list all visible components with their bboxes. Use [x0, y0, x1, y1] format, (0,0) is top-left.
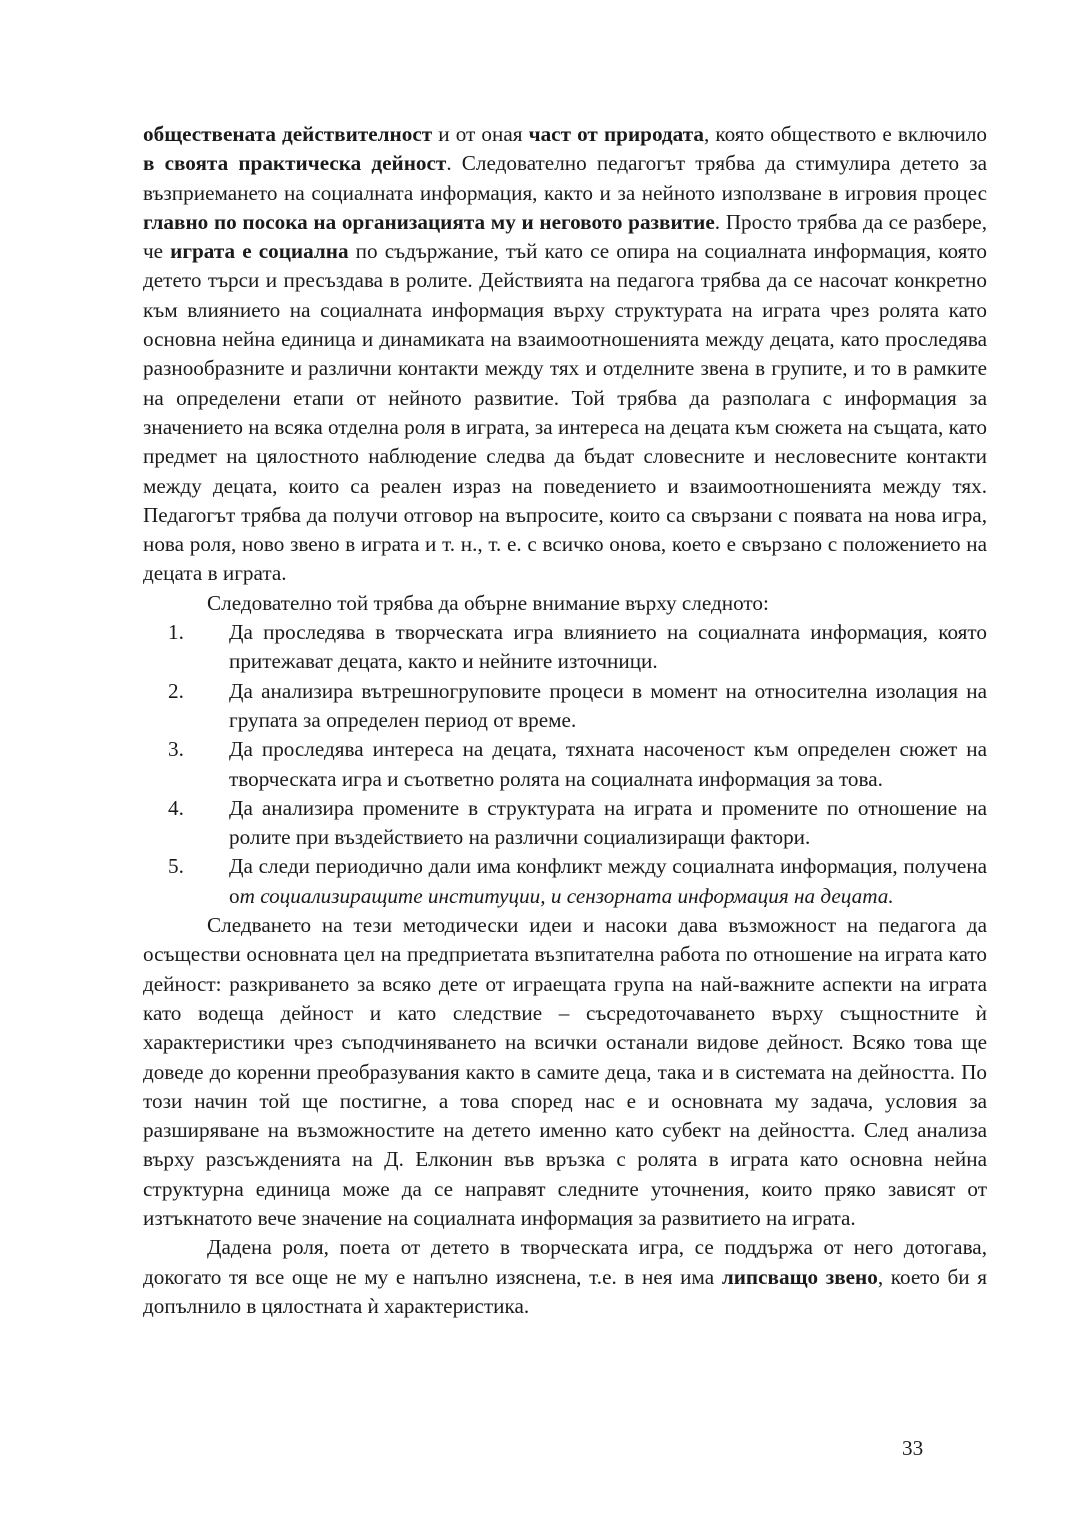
- list-item-text: Да анализира промените в структурата на играта и промените по отношение на ролите при въздействието на различни социализиращи фактори.: [229, 795, 987, 850]
- list-item: [143, 794, 987, 853]
- bold-phrase: главно по посока на организацията му и неговото развитие: [143, 209, 715, 234]
- list-item-number: 2.: [168, 678, 184, 703]
- list-item-number: 5.: [168, 854, 184, 879]
- list-item-number: 1.: [168, 620, 184, 645]
- list-item-number: 3.: [168, 737, 184, 762]
- list-item-text: Да анализира вътрешногруповите процеси в момент на относителна изолация на групата за определен период от време.: [229, 678, 987, 732]
- page-number: 33: [902, 1436, 924, 1460]
- text-run: . Просто трябва да се разбере, че: [143, 209, 987, 264]
- body-text: [143, 120, 987, 1321]
- list-item: [143, 735, 987, 794]
- text-run: по съдържание, тъй като се опира на социалната информация, която детето търси и пресъздава в ролите. Действията на педагога трябва да се насочат конкретно към влиянието на социалната информация върху структурата на играта чрез ролята като основна нейна единица и динамиката на взаимоотношенията между децата, като проследява разнообразните и различни контакти между тях и отделните звена в групите, и то в рамките на определени етапи от нейното развитие. Той трябва да разполага с информация за значението на всяка отделна роля в играта, за интереса на децата към сюжета на същата, като предмет на цялостното наблюдение следва да бъдат словесните и несловесните контакти между децата, които са реален израз на поведението и взаимоотношенията между тях. Педагогът трябва да получи отговор на въпросите, които са свързани с появата на нова игра, нова роля, ново звено в играта и т. н., т. е. с всичко онова, което е свързано с положението на децата в играта.: [143, 239, 988, 586]
- list-item: [143, 618, 987, 677]
- list-item-italic-text: т социализиращите институции, и сензорната информация на децата.: [239, 883, 894, 908]
- list-item-text: Да проследява интереса на децата, тяхната насоченост към определен сюжет на творческата игра и съответно ролята на социалната информация за това.: [229, 737, 987, 791]
- list-item-text: Да следи периодично дали има конфликт между социалната информация, получена о: [229, 854, 987, 908]
- text-run: и от оная: [432, 122, 529, 146]
- text-run: Дадена роля, поета от детето в творческата игра, се поддържа от него дотогава, докогато тя все още не му е напълно изяснена, т.е. в нея има: [143, 1235, 987, 1289]
- paragraph-4: [143, 1233, 987, 1321]
- list-item: [143, 852, 987, 911]
- bold-phrase: липсващо звено: [721, 1264, 878, 1289]
- text-run: . Следователно педагогът трябва да стимулира детето за възприемането на социалната информация, както и за нейното използване в игровия процес: [143, 151, 987, 205]
- numbered-list: [143, 618, 987, 911]
- list-item: [143, 677, 987, 736]
- bold-phrase: част от природата: [528, 122, 704, 146]
- paragraph-3: Следването на тези методически идеи и насоки дава възможност на педагога да осъществи основната цел на предприетата възпитателна работа по отношение на играта като дейност: разкриването за всяко дете от играещата група на най-важните аспекти на играта като водеща дейност и като следствие – съсредоточаването върху същностните ѝ характеристики чрез съподчиняването на всички останали видове дейност. Всяко това ще доведе до коренни преобразувания както в самите деца, така и в системата на дейността. По този начин той ще постигне, а това според нас е и основната му задача, условия за разширяване на възможностите на детето именно като субект на дейността. След анализа върху разсъжденията на Д. Елконин във връзка с ролята в играта като основна нейна структурна единица може да се направят следните уточнения, които пряко зависят от изтъкнатото вече значение на социалната информация за развитието на играта.: [143, 913, 987, 1230]
- list-item-number: 4.: [168, 795, 184, 820]
- list-item-text: Да проследява в творческата игра влиянието на социалната информация, която притежават децата, както и нейните източници.: [229, 620, 987, 674]
- paragraph-2: Следователно той трябва да обърне внимание върху следното:: [207, 590, 769, 615]
- text-run: , която обществото е включило: [703, 122, 987, 146]
- text-run: , което би я допълнило в цялостната ѝ характеристика.: [143, 1264, 987, 1318]
- paragraph-1: [143, 120, 987, 589]
- bold-phrase: в своята практическа дейност: [143, 151, 447, 176]
- bold-phrase: обществената действителност: [143, 122, 433, 146]
- bold-phrase: играта е социална: [170, 239, 349, 264]
